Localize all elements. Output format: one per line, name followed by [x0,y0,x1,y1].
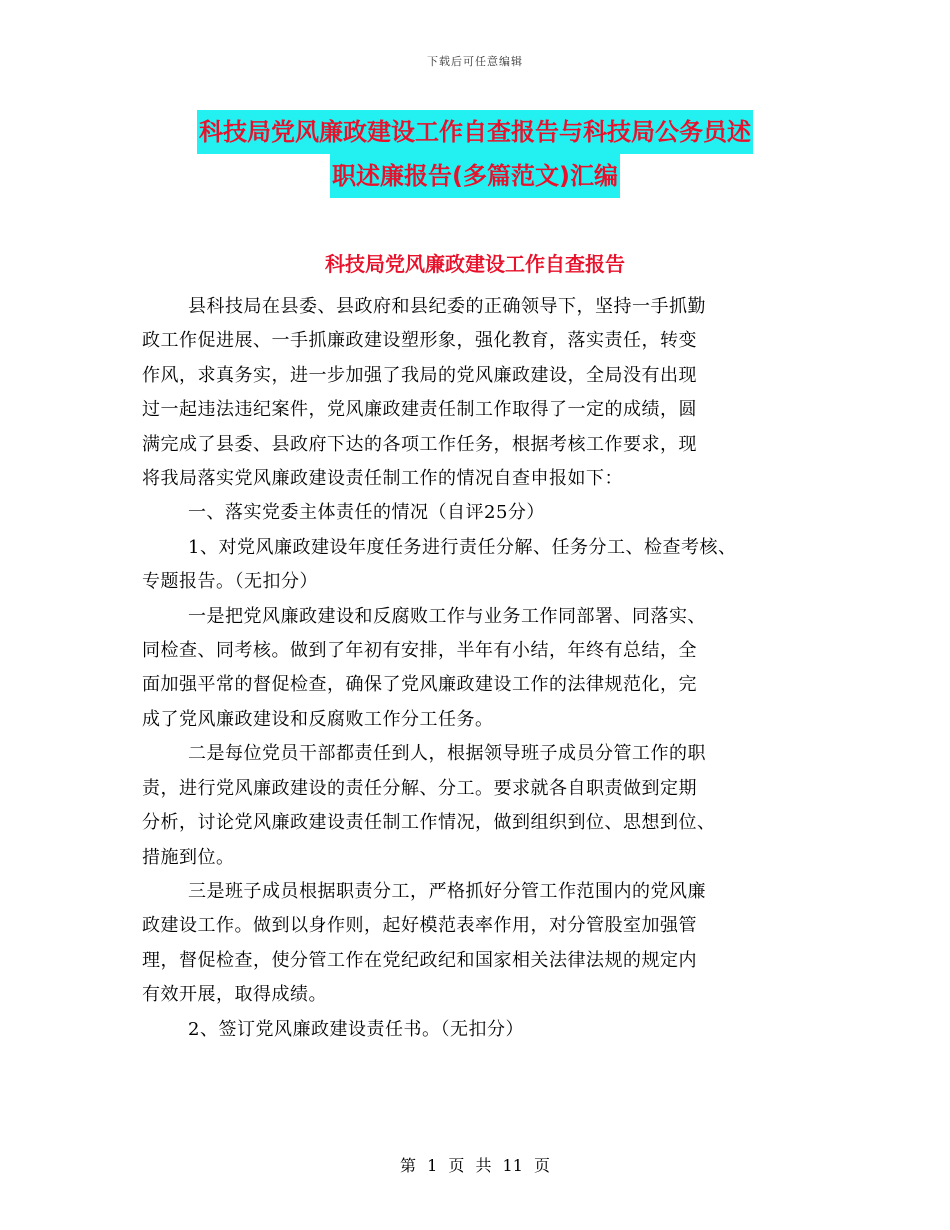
header-note: 下载后可任意编辑 [427,55,523,68]
body-line: 措施到位。 [142,846,235,868]
body-line: 三是班子成员根据职责分工，严格抓好分管工作范围内的党风廉 [188,880,706,902]
document-title [0,110,950,198]
body-line: 有效开展，取得成绩。 [142,984,327,1006]
section-title: 科技局党风廉政建设工作自查报告 [325,252,625,276]
document-body [142,290,832,1047]
body-line: 专题报告。（无扣分） [142,571,318,593]
body-line: 2、签订党风廉政建设责任书。（无扣分） [188,1018,524,1040]
document-title-line-1: 科技局党风廉政建设工作自查报告与科技局公务员述 [197,110,753,154]
page-number-footer: 第 1 页 共 11 页 [400,1156,550,1175]
body-line: 政工作促进展、一手抓廉政建设塑形象，强化教育，落实责任，转变 [142,330,697,352]
document-title-line-2: 职述廉报告(多篇范文)汇编 [330,154,620,198]
body-line: 1、对党风廉政建设年度任务进行责任分解、任务分工、检查考核、 [188,536,737,558]
body-line: 作风，求真务实，进一步加强了我局的党风廉政建设，全局没有出现 [142,364,697,386]
body-line: 理，督促检查，使分管工作在党纪政纪和国家相关法律法规的规定内 [142,949,697,971]
body-line: 责，进行党风廉政建设的责任分解、分工。要求就各自职责做到定期 [142,777,697,799]
body-line: 二是每位党员干部都责任到人，根据领导班子成员分管工作的职 [188,743,706,765]
body-line: 满完成了县委、县政府下达的各项工作任务，根据考核工作要求，现 [142,433,697,455]
body-line: 将我局落实党风廉政建设责任制工作的情况自查申报如下： [142,468,623,490]
body-line: 过一起违法违纪案件，党风廉政建责任制工作取得了一定的成绩，圆 [142,399,697,421]
body-line: 分析，讨论党风廉政建设责任制工作情况，做到组织到位、思想到位、 [142,812,716,834]
body-line: 同检查、同考核。做到了年初有安排，半年有小结，年终有总结，全 [142,640,697,662]
body-line: 成了党风廉政建设和反腐败工作分工任务。 [142,708,494,730]
body-line: 县科技局在县委、县政府和县纪委的正确领导下，坚持一手抓勤 [188,296,706,317]
body-line: 一是把党风廉政建设和反腐败工作与业务工作同部署、同落实、 [188,605,706,627]
body-line: 政建设工作。做到以身作则，起好模范表率作用，对分管股室加强管 [142,915,697,937]
body-line: 面加强平常的督促检查，确保了党风廉政建设工作的法律规范化，完 [142,674,697,696]
body-line: 一、落实党委主体责任的情况（自评25分） [188,502,545,524]
